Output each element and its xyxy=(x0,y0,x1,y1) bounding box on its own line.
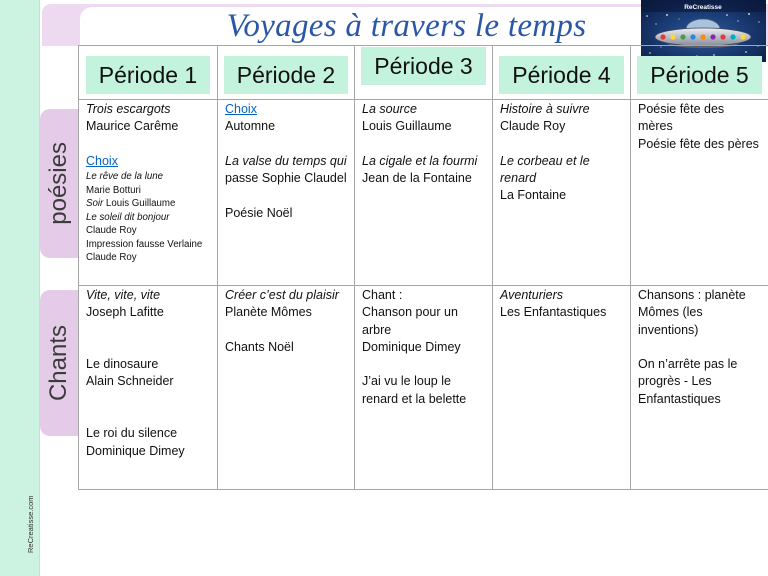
poems-line xyxy=(86,118,214,135)
songs-cell-period-2 xyxy=(218,286,355,490)
empty-line xyxy=(500,136,627,153)
songs-line xyxy=(500,304,627,321)
spaceship-window xyxy=(710,34,715,39)
songs-entry-text: Alain Schneider xyxy=(86,374,174,389)
poems-line xyxy=(362,153,489,170)
songs-entry-text: Dominique Dimey xyxy=(86,443,185,458)
period-header-1 xyxy=(79,46,218,100)
spaceship-window xyxy=(660,34,665,39)
poems-entry-text: Poésie Noël xyxy=(225,205,293,220)
poems-entry-text: Claude Roy xyxy=(500,119,566,134)
songs-entry-text: Chant : xyxy=(362,288,403,302)
spaceship-window xyxy=(740,34,745,39)
star xyxy=(748,13,750,15)
poems-line xyxy=(86,197,214,211)
period-header-5 xyxy=(631,46,768,100)
period-header-3 xyxy=(355,46,493,100)
poems-line xyxy=(638,136,765,153)
poems-entry-text: Louis Guillaume xyxy=(362,119,452,134)
songs-line xyxy=(362,373,489,390)
poems-line xyxy=(362,170,489,187)
songs-entry-text: inventions) xyxy=(638,322,699,337)
star xyxy=(726,14,728,16)
songs-entry-text: Chanson pour un xyxy=(362,305,458,320)
songs-entry-text: Enfantastiques xyxy=(638,391,721,406)
left-side-strip xyxy=(0,0,40,576)
songs-line xyxy=(86,373,214,390)
spaceship-window xyxy=(700,34,705,39)
poems-line xyxy=(225,170,351,187)
poems-line xyxy=(225,101,351,118)
empty-line xyxy=(225,136,351,153)
period-header-2 xyxy=(218,46,355,100)
songs-cell-period-4 xyxy=(493,286,631,490)
star xyxy=(655,23,656,24)
songs-line xyxy=(362,322,489,339)
poems-entry-text: La Fontaine xyxy=(500,188,567,203)
songs-cell-period-3 xyxy=(355,286,493,490)
spaceship-window xyxy=(720,34,725,39)
empty-line xyxy=(86,408,214,425)
songs-line xyxy=(500,287,627,304)
poems-entry-text: mères xyxy=(638,119,673,134)
poems-cell-period-5 xyxy=(631,100,768,286)
poems-line xyxy=(86,211,214,225)
poems-entry-text: Claude Roy xyxy=(86,252,137,264)
poems-line xyxy=(500,187,627,204)
star xyxy=(666,14,668,16)
poems-line xyxy=(362,101,489,118)
empty-line xyxy=(86,339,214,356)
songs-entry-text: On n’arrête pas le xyxy=(638,357,738,372)
songs-line xyxy=(362,391,489,408)
poems-entry-text: Histoire à suivre xyxy=(500,102,590,116)
poems-entry-text: Soir xyxy=(86,198,104,210)
songs-entry-text: Vite, vite, vite xyxy=(86,288,161,302)
logo-text: ReCreatisse xyxy=(684,4,722,11)
poems-entry-text: Le rêve de la lune xyxy=(86,171,164,183)
empty-line xyxy=(225,322,351,339)
poems-entry-text: Louis Guillaume xyxy=(103,198,176,210)
star xyxy=(646,15,648,17)
poems-entry-text: Marie Botturi xyxy=(86,184,141,196)
poems-entry-text: Impression fausse Verlaine xyxy=(86,238,203,250)
songs-line xyxy=(362,287,489,304)
empty-line xyxy=(86,136,214,153)
poems-line xyxy=(86,238,214,252)
periods-table xyxy=(78,45,768,490)
poems-line xyxy=(86,224,214,238)
star xyxy=(737,20,738,21)
empty-line xyxy=(86,322,214,339)
row-label-text: poésies xyxy=(45,142,72,225)
songs-line xyxy=(638,287,765,304)
period-label: Période 5 xyxy=(637,56,761,94)
empty-line xyxy=(225,187,351,204)
poems-line xyxy=(225,205,351,222)
songs-entry-text: Planète Mômes xyxy=(225,305,312,320)
poems-cell-period-2 xyxy=(218,100,355,286)
songs-entry-text: Mômes (les xyxy=(638,305,703,320)
poems-line xyxy=(225,153,351,170)
songs-entry-text: Le roi du silence xyxy=(86,426,178,441)
poems-line xyxy=(86,251,214,265)
empty-line xyxy=(362,356,489,373)
poems-line xyxy=(638,118,765,135)
songs-line xyxy=(362,304,489,321)
poems-entry-text: Jean de la Fontaine xyxy=(362,171,472,186)
poems-entry-text: renard xyxy=(500,171,537,186)
poems-line xyxy=(500,118,627,135)
songs-entry-text: arbre xyxy=(362,322,392,337)
poems-entry-text: Maurice Carême xyxy=(86,119,179,134)
songs-line xyxy=(225,287,351,304)
poems-entry-text: Poésie fête des xyxy=(638,102,725,116)
poems-cell-period-4 xyxy=(493,100,631,286)
songs-line xyxy=(225,304,351,321)
row-label-poems xyxy=(40,109,78,258)
poems-entry-text: Le soleil dit bonjour xyxy=(86,211,170,223)
songs-cell-period-5 xyxy=(631,286,768,490)
poems-entry-text: Poésie fête des pères xyxy=(638,136,759,151)
poems-line xyxy=(500,170,627,187)
poems-entry-text: Claude Roy xyxy=(86,225,137,237)
poems-line xyxy=(500,101,627,118)
songs-line xyxy=(86,443,214,460)
poems-entry-text: La valse du temps qui xyxy=(225,153,347,168)
songs-entry-text: Aventuriers xyxy=(500,288,563,302)
songs-line xyxy=(362,339,489,356)
poems-line xyxy=(86,153,214,170)
songs-line xyxy=(638,356,765,373)
poems-line xyxy=(86,184,214,198)
poems-entry-text: Le corbeau et le xyxy=(500,153,590,168)
poems-entry-text: Automne xyxy=(225,119,276,134)
choix-link[interactable]: Choix xyxy=(86,153,118,168)
songs-line xyxy=(86,356,214,373)
songs-line xyxy=(638,373,765,390)
songs-entry-text: progrès - Les xyxy=(638,374,712,389)
poems-cell-period-1 xyxy=(79,100,218,286)
songs-entry-text: Les Enfantastiques xyxy=(500,305,607,320)
period-label: Période 2 xyxy=(224,56,348,94)
site-credit: ReCreatisse.com xyxy=(26,495,35,553)
page-title: Voyages à travers le temps xyxy=(226,8,587,44)
songs-entry-text: Le dinosaure xyxy=(86,357,159,372)
songs-cell-period-1 xyxy=(79,286,218,490)
row-label-text: Chants xyxy=(45,324,72,402)
spaceship-window xyxy=(730,34,735,39)
songs-line xyxy=(225,339,351,356)
poems-entry-text: Trois escargots xyxy=(86,102,171,116)
star xyxy=(758,21,759,22)
songs-entry-text: Joseph Lafitte xyxy=(86,305,164,320)
empty-line xyxy=(638,339,765,356)
spaceship-window xyxy=(670,34,675,39)
spaceship-window xyxy=(690,34,695,39)
songs-line xyxy=(638,391,765,408)
songs-entry-text: Chants Noël xyxy=(225,339,294,354)
songs-line xyxy=(86,287,214,304)
poems-entry-text: passe Sophie Claudel xyxy=(225,171,347,186)
spaceship-window xyxy=(680,34,685,39)
songs-entry-text: Créer c’est du plaisir xyxy=(225,288,339,302)
poems-entry-text: La source xyxy=(362,102,417,116)
period-label: Période 3 xyxy=(361,47,485,85)
songs-entry-text: Chansons : planète xyxy=(638,288,746,302)
poems-entry-text: La cigale et la fourmi xyxy=(362,153,478,168)
poems-cell-period-3 xyxy=(355,100,493,286)
star xyxy=(679,19,680,20)
songs-line xyxy=(86,304,214,321)
empty-line xyxy=(86,391,214,408)
title-box xyxy=(80,7,733,46)
poems-line xyxy=(638,101,765,118)
songs-entry-text: Dominique Dimey xyxy=(362,339,461,354)
choix-link[interactable]: Choix xyxy=(225,102,257,116)
period-label: Période 4 xyxy=(499,56,623,94)
songs-entry-text: renard et la belette xyxy=(362,391,467,406)
empty-line xyxy=(362,136,489,153)
songs-entry-text: J’ai vu le loup le xyxy=(362,374,451,389)
songs-line xyxy=(638,304,765,321)
songs-line xyxy=(638,322,765,339)
poems-line xyxy=(86,101,214,118)
poems-line xyxy=(86,170,214,184)
songs-line xyxy=(86,425,214,442)
poems-line xyxy=(500,153,627,170)
row-label-songs xyxy=(40,290,78,436)
period-header-4 xyxy=(493,46,631,100)
poems-line xyxy=(225,118,351,135)
period-label: Période 1 xyxy=(86,56,210,94)
poems-line xyxy=(362,118,489,135)
